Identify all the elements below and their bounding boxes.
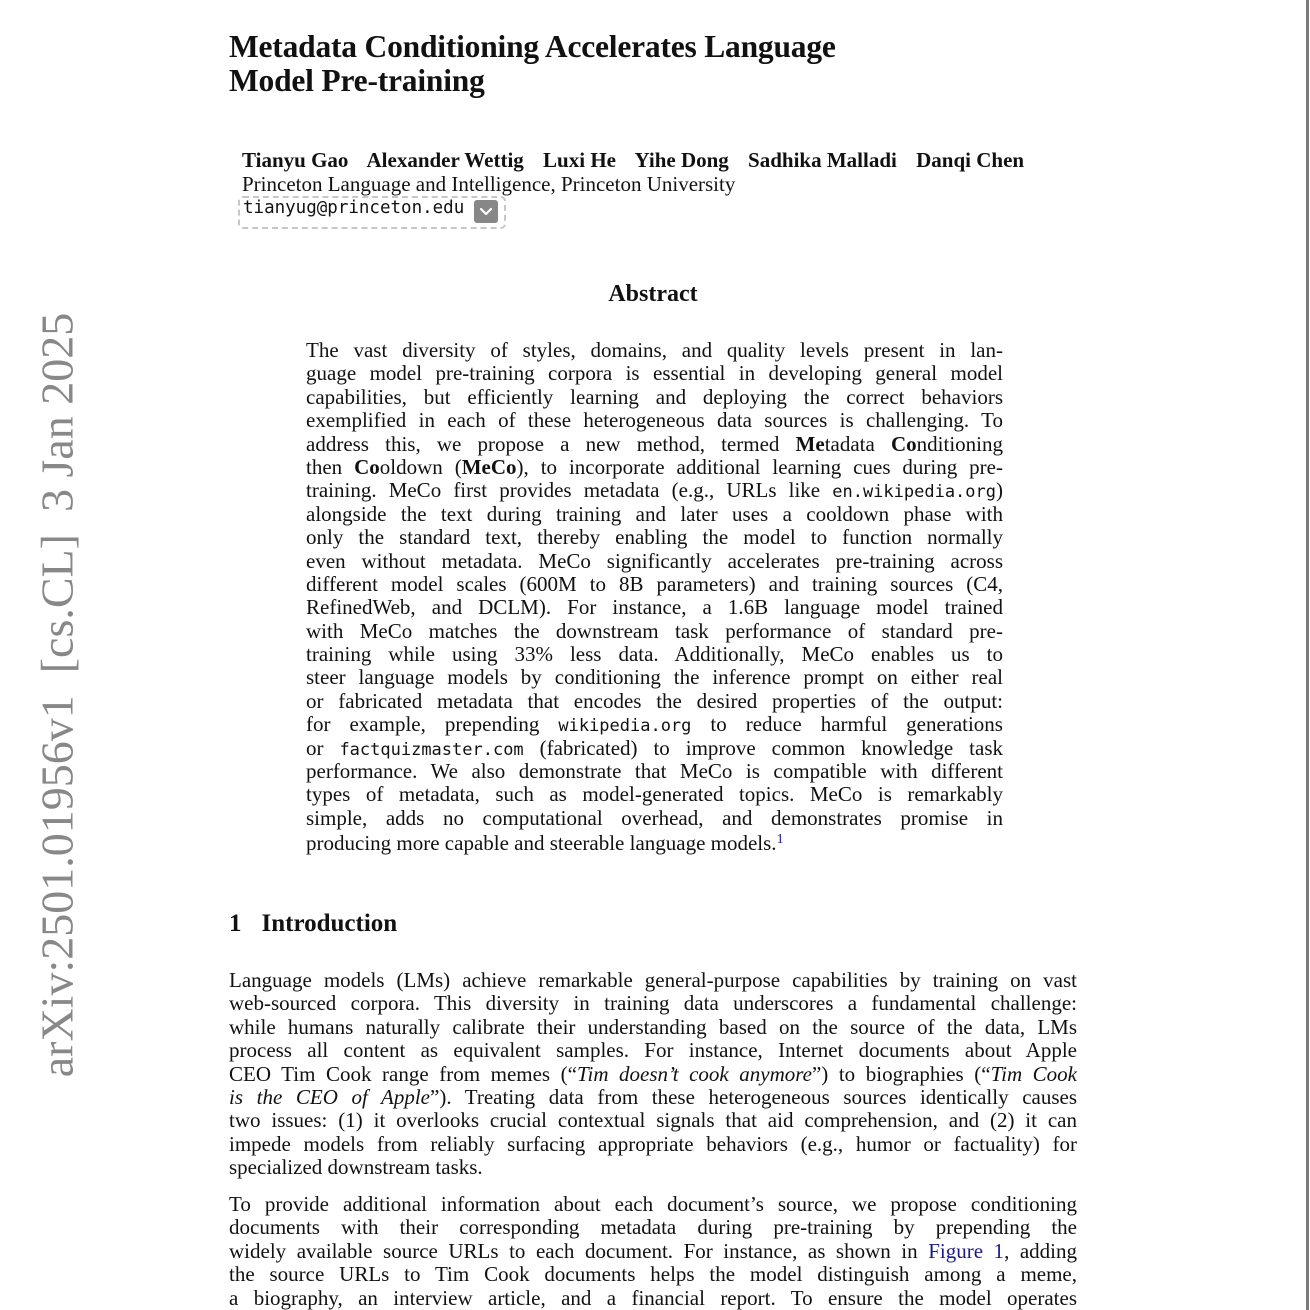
section-title: Introduction (261, 910, 398, 937)
text: oldown ( (379, 454, 462, 479)
abstract-line: capabilities, but efficiently learning and deploying the correct behaviors (306, 384, 1003, 409)
text: CEO Tim Cook range from memes (“ (229, 1061, 577, 1086)
para-line: web-sourced corpora. This diversity in training data underscores a fundamental challenge: (229, 991, 1077, 1016)
para-line: the source URLs to Tim Cook documents helps the model distinguish among a meme, (229, 1262, 1077, 1287)
figure-1-link[interactable]: Figure 1 (928, 1238, 1005, 1263)
abstract-line: alongside the text during training and later uses a cooldown phase with (306, 501, 1003, 526)
abstract-line: The vast diversity of styles, domains, and quality levels present in lan- (306, 338, 1003, 362)
section-heading-introduction (229, 910, 397, 938)
bold-text: Me (795, 431, 825, 456)
text: for example, prepending (306, 712, 559, 737)
arxiv-category: [cs.CL] (31, 534, 83, 674)
page-edge-rule (1306, 0, 1309, 1310)
author-list (242, 148, 1038, 173)
abstract-line: guage model pre-training corpora is essential in developing general model (306, 361, 1003, 386)
text: , adding (1004, 1238, 1078, 1263)
abstract-heading: Abstract (608, 281, 698, 307)
intro-paragraph-1 (229, 969, 1077, 1180)
abstract-line: training while using 33% less data. Additionally, MeCo enables us to (306, 642, 1003, 667)
para-line (229, 1063, 1077, 1086)
abstract-line (306, 479, 1003, 502)
abstract-line: exemplified in each of these heterogeneous data sources is challenging. To (306, 408, 1003, 433)
title-line-2: Model Pre-training (229, 63, 485, 98)
chevron-down-icon (479, 207, 493, 217)
title-line-1: Metadata Conditioning Accelerates Language (229, 29, 836, 64)
abstract-line: or fabricated metadata that encodes the desired properties of the output: (306, 688, 1003, 713)
text: producing more capable and steerable language models. (306, 831, 777, 856)
section-number: 1 (229, 910, 242, 937)
arxiv-stamp (31, 313, 84, 1078)
text: nditioning (916, 431, 1003, 456)
text: tadata (824, 431, 891, 456)
para-line: while humans naturally calibrate their understanding based on the source of the data, LMs (229, 1014, 1077, 1039)
abstract-line (306, 433, 1003, 456)
para-line: Language models (LMs) achieve remarkable general-purpose capabilities by training on vast (229, 968, 1077, 992)
arxiv-id: arXiv:2501.01956v1 (31, 695, 83, 1078)
text: ”). Treating data from these heterogeneous sources identically causes (430, 1084, 1077, 1109)
abstract-line (306, 713, 1003, 736)
para-line: impede models from reliably surfacing appropriate behaviors (e.g., humor or factuality) for (229, 1131, 1077, 1156)
text: training. MeCo first provides metadata (e.g., URLs like (306, 478, 833, 503)
para-line: two issues: (1) it overlooks crucial contextual signals that aid comprehension, and (2) it can (229, 1108, 1077, 1133)
paper-title (229, 30, 929, 98)
para-line: process all content as equivalent samples. For instance, Internet documents about Apple (229, 1038, 1077, 1063)
text: ”) to biographies (“ (811, 1061, 991, 1086)
abstract-line: even without metadata. MeCo significantly accelerates pre-training across (306, 548, 1003, 573)
bold-text: MeCo (461, 454, 517, 479)
author: Sadhika Malladi (748, 148, 897, 172)
abstract-line: only the standard text, thereby enabling the model to function normally (306, 525, 1003, 550)
text: to reduce harmful generations (691, 712, 1003, 737)
abstract-line: different model scales (600M to 8B parameters) and training sources (C4, (306, 571, 1003, 596)
author: Luxi He (543, 148, 616, 172)
code-url: factquizmaster.com (339, 739, 524, 760)
para-line: documents with their corresponding metadata during pre-training by prepending the (229, 1215, 1077, 1240)
author: Danqi Chen (916, 148, 1025, 172)
bold-text: Co (354, 454, 380, 479)
email-address[interactable]: tianyug@princeton.edu (243, 198, 465, 218)
abstract-line: with MeCo matches the downstream task performance of standard pre- (306, 618, 1003, 643)
code-url: en.wikipedia.org (832, 482, 996, 503)
abstract-line (306, 737, 1003, 760)
text: ), to incorporate additional learning cues during pre- (516, 454, 1003, 479)
italic-quote: is the CEO of Apple (229, 1084, 430, 1109)
email-dropdown-button[interactable] (474, 200, 498, 223)
abstract-line: steer language models by conditioning the inference prompt on either real (306, 665, 1003, 690)
author: Tianyu Gao (242, 148, 349, 172)
intro-paragraph-2 (229, 1193, 1077, 1310)
text: widely available source URLs to each document. For instance, as shown in (229, 1238, 929, 1263)
affiliation: Princeton Language and Intelligence, Princeton University (242, 172, 736, 196)
italic-quote: Tim Cook (990, 1061, 1077, 1086)
para-line: To provide additional information about each document’s source, we propose conditioning (229, 1192, 1077, 1216)
para-line: specialized downstream tasks. (229, 1155, 483, 1180)
abstract-line: simple, adds no computational overhead, and demonstrates promise in (306, 805, 1003, 830)
author: Alexander Wettig (366, 148, 524, 172)
para-line (229, 1086, 1077, 1109)
bold-text: Co (890, 431, 917, 456)
abstract-line: performance. We also demonstrate that MeCo is compatible with different (306, 759, 1003, 784)
text: or (306, 735, 340, 760)
abstract-line (306, 456, 1003, 479)
text: address this, we propose a new method, termed (306, 431, 796, 456)
para-line: a biography, an interview article, and a financial report. To ensure the model operates (229, 1285, 1077, 1310)
para-line (229, 1240, 1077, 1263)
author: Yihe Dong (634, 148, 729, 172)
code-url: wikipedia.org (558, 716, 692, 737)
arxiv-date: 3 Jan 2025 (31, 312, 83, 513)
abstract-line (306, 832, 1003, 855)
italic-quote: Tim doesn’t cook anymore (576, 1061, 812, 1086)
text: ) (996, 478, 1003, 503)
abstract-line: RefinedWeb, and DCLM). For instance, a 1.6B language model trained (306, 595, 1003, 620)
abstract-body (306, 339, 1003, 856)
abstract-line: types of metadata, such as model-generated topics. MeCo is remarkably (306, 782, 1003, 807)
footnote-link[interactable]: 1 (776, 832, 784, 848)
text: then (306, 454, 355, 479)
text: (fabricated) to improve common knowledge task (523, 735, 1003, 760)
